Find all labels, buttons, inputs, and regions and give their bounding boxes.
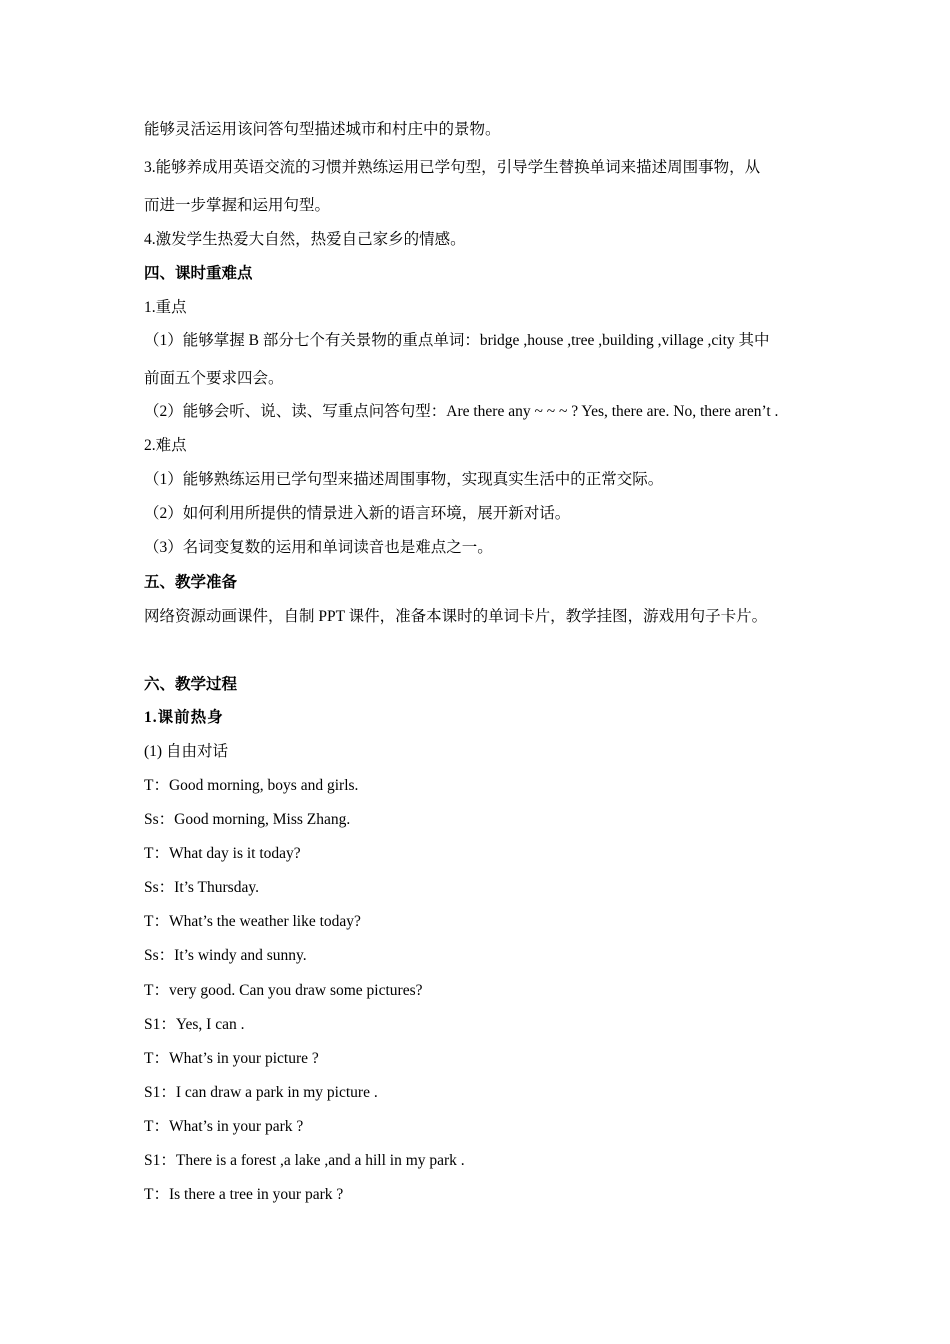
process-sub-1: (1) 自由对话 (144, 743, 228, 760)
dialogue-line: T：What’s in your park ? (144, 1118, 304, 1135)
preparation-text: 网络资源动画课件，自制 PPT 课件，准备本课时的单词卡片，教学挂图，游戏用句子卡片。 (144, 608, 768, 625)
difficulty-item-3: （3）名词变复数的运用和单词读音也是难点之一。 (144, 539, 493, 556)
dialogue-line: T：What’s in your picture ? (144, 1050, 319, 1067)
dialogue-line: T：What day is it today? (144, 845, 301, 862)
objective-line-2-continued: 能够灵活运用该问答句型描述城市和村庄中的景物。 (144, 121, 501, 138)
section-heading-preparation: 五、教学准备 (144, 574, 238, 591)
dialogue-line: T：What’s the weather like today? (144, 913, 361, 930)
difficulty-title: 2.难点 (144, 437, 187, 454)
dialogue-line: T：Good morning, boys and girls. (144, 777, 359, 794)
dialogue-line: T：Is there a tree in your park ? (144, 1186, 344, 1203)
focus-item-1-line-2: 前面五个要求四会。 (144, 370, 284, 387)
focus-item-1-line-1: （1）能够掌握 B 部分七个有关景物的重点单词：bridge ,house ,tree ,building ,village ,city 其中 (144, 332, 770, 349)
objective-item-3-line-2: 而进一步掌握和运用句型。 (144, 197, 331, 214)
process-step-1: 1.课前热身 (144, 709, 224, 726)
section-heading-key-points: 四、课时重难点 (144, 265, 253, 282)
dialogue-line: Ss：It’s Thursday. (144, 879, 259, 896)
dialogue-line: S1：Yes, I can . (144, 1016, 245, 1033)
objective-item-3-line-1: 3.能够养成用英语交流的习惯并熟练运用已学句型，引导学生替换单词来描述周围事物，从 (144, 159, 761, 176)
objective-item-4: 4.激发学生热爱大自然，热爱自己家乡的情感。 (144, 231, 466, 248)
dialogue-line: Ss：Good morning, Miss Zhang. (144, 811, 351, 828)
section-heading-process: 六、教学过程 (144, 676, 238, 693)
dialogue-line: T：very good. Can you draw some pictures? (144, 982, 423, 999)
dialogue-line: S1：There is a forest ,a lake ,and a hill in my park . (144, 1152, 465, 1169)
difficulty-item-1: （1）能够熟练运用已学句型来描述周围事物，实现真实生活中的正常交际。 (144, 471, 664, 488)
focus-title: 1.重点 (144, 299, 187, 316)
focus-item-2: （2）能够会听、说、读、写重点问答句型：Are there any ~ ~ ~ ? Yes, there are. No, there aren’t . (144, 403, 779, 420)
difficulty-item-2: （2）如何利用所提供的情景进入新的语言环境，展开新对话。 (144, 505, 571, 522)
dialogue-line: Ss：It’s windy and sunny. (144, 947, 307, 964)
dialogue-line: S1：I can draw a park in my picture . (144, 1084, 378, 1101)
